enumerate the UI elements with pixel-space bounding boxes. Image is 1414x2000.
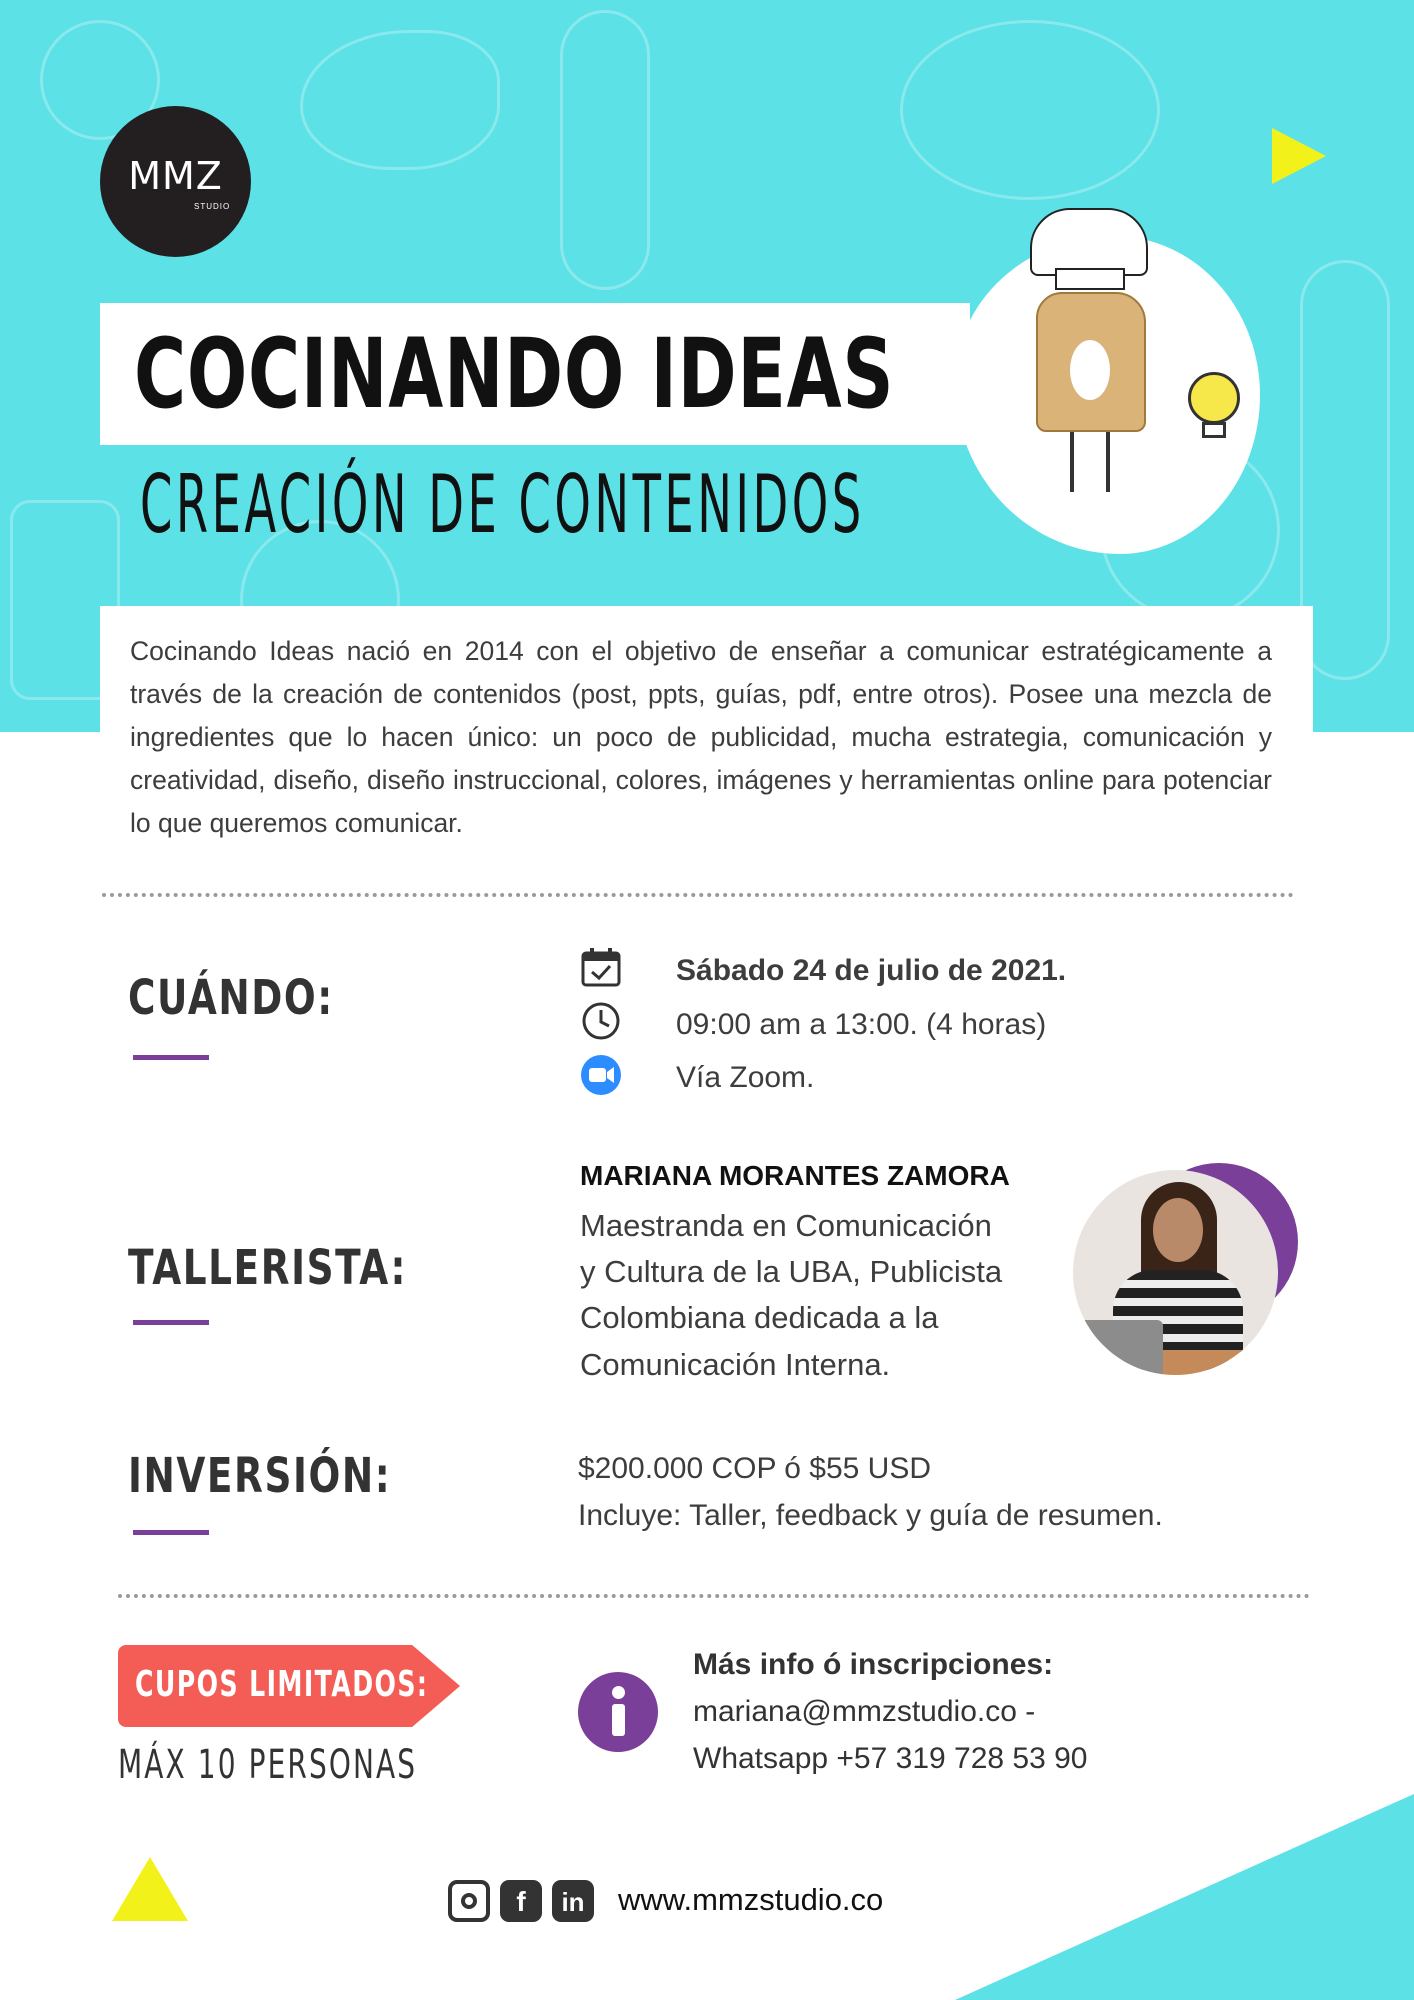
instagram-lens [461, 1893, 477, 1909]
mmz-studio-logo [100, 106, 251, 257]
dotted-divider [118, 1594, 1310, 1598]
dotted-divider [102, 893, 1294, 897]
speaker-label: TALLERISTA: [128, 1240, 408, 1296]
limited-spots-label: CUPOS LIMITADOS: [135, 1664, 429, 1705]
clock-icon [580, 1000, 622, 1042]
speaker-bio-line: Maestranda en Comunicación [580, 1208, 992, 1243]
contact-heading: Más info ó inscripciones: [693, 1648, 1054, 1681]
zoom-icon [580, 1054, 622, 1096]
lightbulb-base [1202, 422, 1226, 438]
linkedin-icon[interactable]: in [552, 1880, 594, 1922]
speaker-underline [133, 1320, 209, 1325]
chef-hat-band [1055, 268, 1125, 290]
investment-label: INVERSIÓN: [128, 1448, 392, 1504]
when-label: CUÁNDO: [128, 970, 334, 1026]
event-time: 09:00 am a 13:00. (4 horas) [676, 1008, 1047, 1041]
doodle-decoration [300, 30, 500, 170]
info-icon [578, 1672, 658, 1752]
event-date: Sábado 24 de julio de 2021. [676, 954, 1067, 987]
yellow-triangle-decoration [112, 1857, 188, 1921]
cyan-corner-decoration [955, 1794, 1414, 2000]
page-subtitle: CREACIÓN DE CONTENIDOS [140, 458, 865, 551]
investment-price: $200.000 COP ó $55 USD [578, 1452, 932, 1485]
website-link[interactable]: www.mmzstudio.co [618, 1882, 884, 1917]
logo-text: MMZ [128, 154, 223, 198]
intro-paragraph: Cocinando Ideas nació en 2014 con el objetivo de enseñar a comunicar estratégicamente a través de la creación de contenidos (post, ppts, guías, pdf, entre otros). Posee una mezcla de ingredientes que lo hacen único: un poco de publicidad, mucha estrategia, comunicación y creatividad, diseño, diseño instruccional, colores, imágenes y herramientas online para potenciar lo que queremos comunicar. [130, 636, 1272, 838]
max-people-text: MÁX 10 PERSONAS [118, 1742, 418, 1788]
info-icon-dot [612, 1686, 625, 1699]
play-triangle-decoration [1272, 128, 1326, 184]
contact-whatsapp[interactable]: Whatsapp +57 319 728 53 90 [693, 1742, 1088, 1775]
investment-underline [133, 1530, 209, 1535]
avatar-laptop [1073, 1320, 1163, 1375]
doodle-decoration [560, 10, 650, 290]
when-underline [133, 1055, 209, 1060]
doodle-decoration [900, 20, 1160, 200]
chef-hat-icon [1030, 208, 1148, 276]
facebook-icon[interactable]: f [500, 1880, 542, 1922]
contact-email[interactable]: mariana@mmzstudio.co - [693, 1695, 1036, 1728]
logo-subtext: STUDIO [194, 202, 231, 211]
calendar-check-icon [580, 946, 622, 988]
toast-hole [1070, 340, 1110, 400]
lightbulb-icon [1188, 372, 1240, 424]
avatar-face [1153, 1198, 1203, 1262]
speaker-avatar [1073, 1170, 1278, 1375]
speaker-bio-line: Colombiana dedicada a la [580, 1300, 939, 1335]
investment-includes: Incluye: Taller, feedback y guía de resumen. [578, 1499, 1163, 1532]
event-venue: Vía Zoom. [676, 1061, 815, 1094]
page-title: COCINANDO IDEAS [134, 318, 895, 430]
info-icon-bar [612, 1704, 625, 1736]
speaker-bio-line: Comunicación Interna. [580, 1347, 891, 1382]
toast-leg [1070, 432, 1074, 492]
doodle-decoration [1300, 260, 1390, 680]
speaker-bio-line: y Cultura de la UBA, Publicista [580, 1254, 1003, 1289]
instagram-icon[interactable] [448, 1880, 490, 1922]
toast-leg [1106, 432, 1110, 492]
speaker-name: MARIANA MORANTES ZAMORA [580, 1160, 1010, 1191]
